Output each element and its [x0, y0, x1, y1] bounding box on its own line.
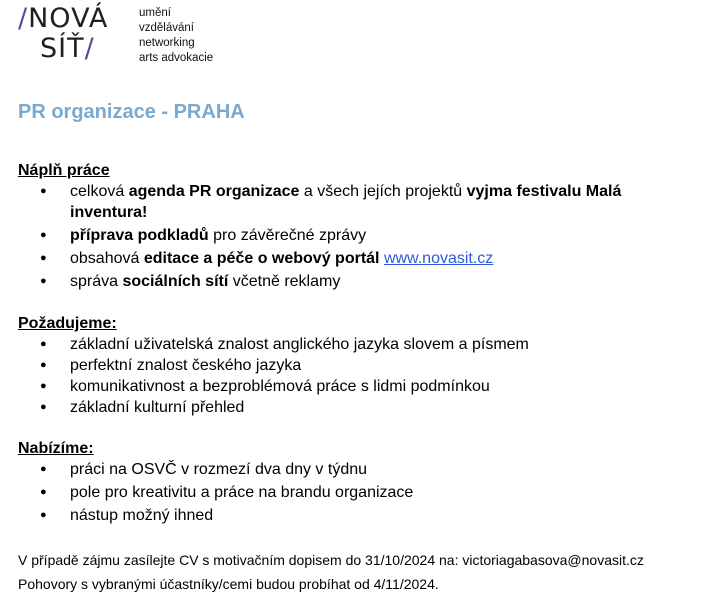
duties-list [18, 181, 678, 292]
section-heading: Náplň práce [18, 162, 110, 179]
website-link[interactable]: www.novasit.cz [383, 250, 494, 267]
section-duties [18, 161, 678, 294]
footer-line: V případě zájmu zasílejte CV s motivačním dopisem do 31/10/2024 na: victoriagabasova@novasit.cz [18, 552, 644, 568]
section-requirements [18, 314, 678, 418]
logo-tagline-line: vzdělávání [139, 22, 194, 34]
logo-tagline-line: arts advokacie [139, 52, 214, 64]
requirements-list [18, 334, 678, 418]
section-offer [18, 439, 678, 528]
list-item: ● perfektní znalost českého jazyka [18, 355, 678, 376]
section-heading: Požadujeme: [18, 315, 117, 332]
logo-tagline-line: networking [139, 37, 195, 49]
logo-wordmark: /NOVÁ SÍŤ/ [18, 3, 109, 64]
logo-line2: SÍŤ [40, 33, 85, 64]
offer-list [18, 459, 678, 526]
logo-tagline [139, 6, 213, 66]
footer-line: Pohovory s vybranými účastníky/cemi budou probíhat od 4/11/2024. [18, 576, 439, 592]
page-title: PR organizace - PRAHA [18, 101, 245, 123]
list-item: ● celková agenda PR organizace a všech jejích projektů vyjma festivalu Malá inventura! [18, 181, 678, 223]
list-item: ● základní kulturní přehled [18, 397, 678, 418]
footer-note [18, 548, 644, 596]
list-item: ● obsahová editace a péče o webový portál www.novasit.cz [18, 248, 678, 269]
list-item: ● nástup možný ihned [18, 505, 678, 526]
logo-tagline-line: umění [139, 7, 171, 19]
list-item: ● pole pro kreativitu a práce na brandu organizace [18, 482, 678, 503]
list-item: ● práci na OSVČ v rozmezí dva dny v týdnu [18, 459, 678, 480]
list-item: ● komunikativnost a bezproblémová práce s lidmi podmínkou [18, 376, 678, 397]
section-heading: Nabízíme: [18, 440, 94, 457]
list-item: ● správa sociálních sítí včetně reklamy [18, 271, 678, 292]
list-item: ● základní uživatelská znalost anglického jazyka slovem a písmem [18, 334, 678, 355]
list-item: ● příprava podkladů pro závěrečné zprávy [18, 225, 678, 246]
logo [18, 4, 238, 70]
logo-line1: NOVÁ [28, 3, 109, 34]
